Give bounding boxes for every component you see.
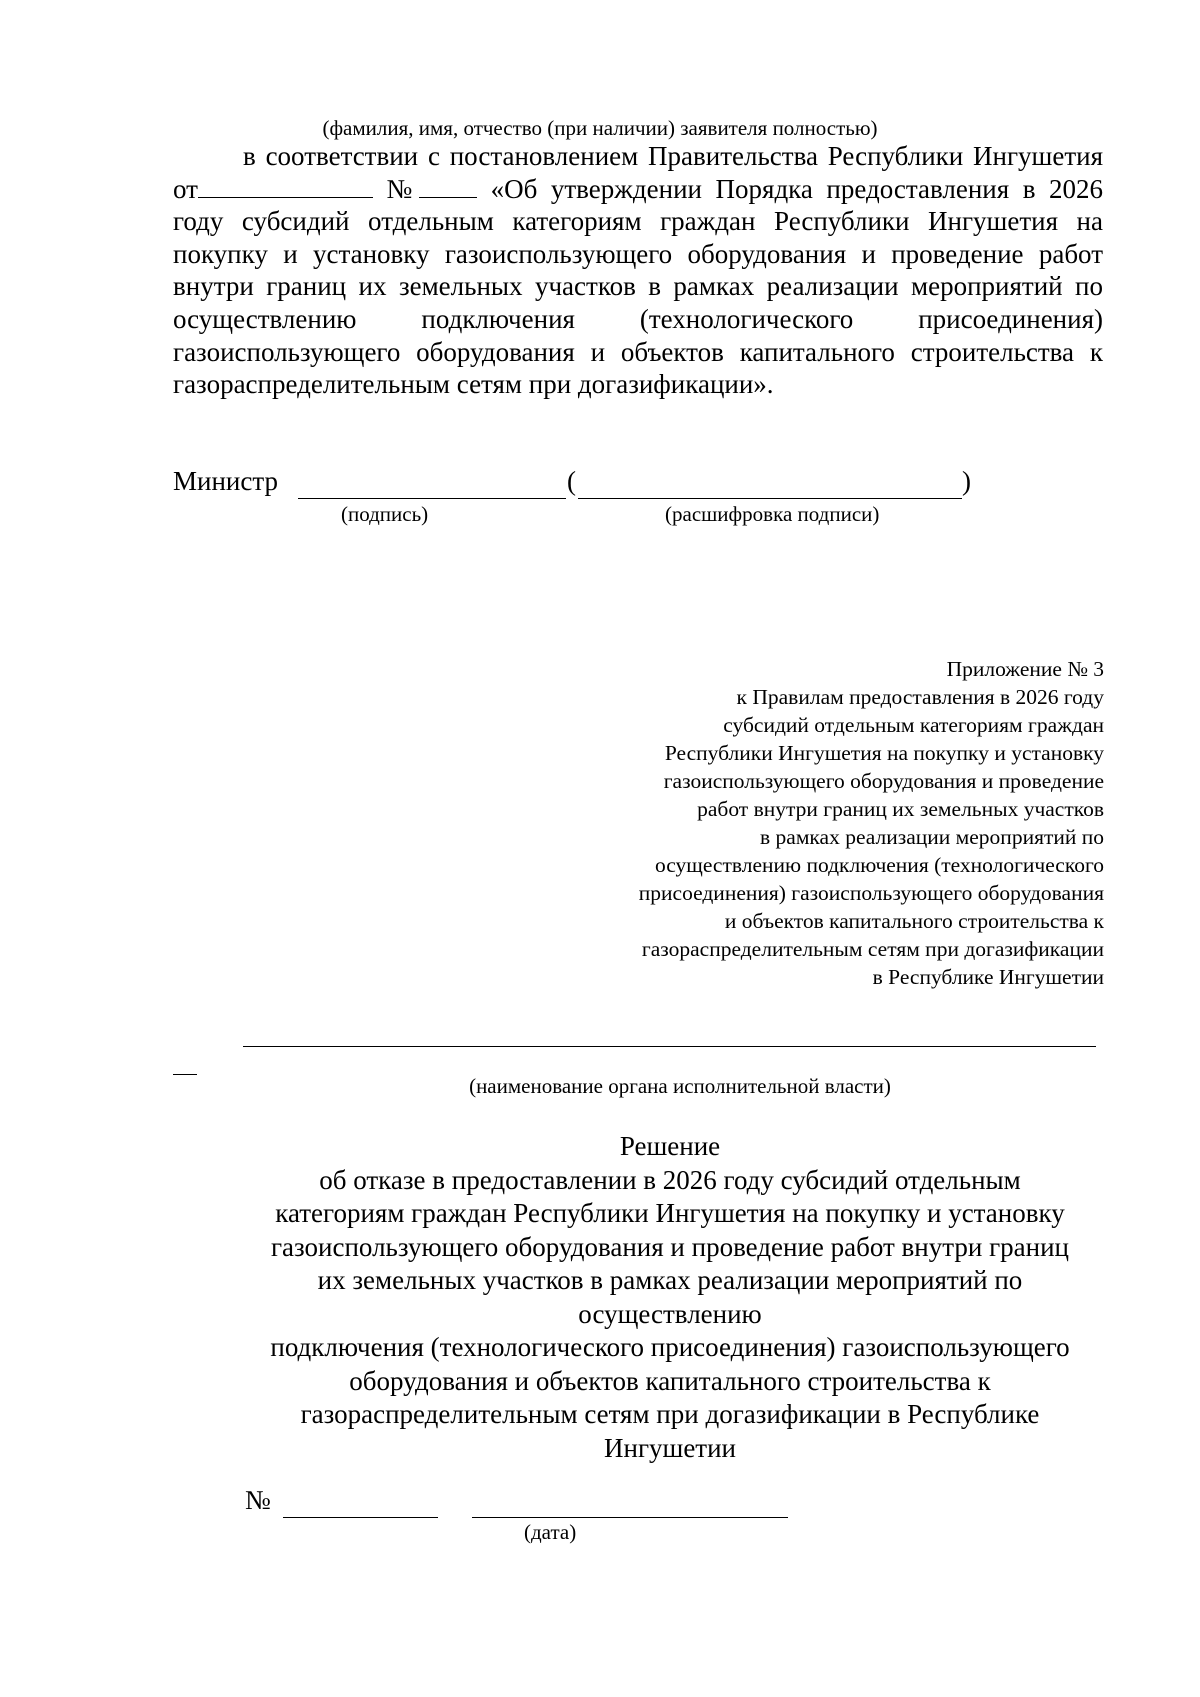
paragraph-text-part1: в соответствии с постановлением Правительства Республики Ингушетия от — [173, 141, 1103, 204]
decision-number-sign: № — [245, 1485, 271, 1515]
organ-name-caption: (наименование органа исполнительной власти) — [469, 1074, 891, 1098]
annex-line: осуществлению подключения (технологического — [655, 853, 1104, 877]
annex-line: субсидий отдельным категориям граждан — [723, 713, 1104, 737]
paragraph-text-part2: № — [372, 173, 420, 204]
organ-name-line — [243, 1046, 1096, 1047]
decision-heading: Решение — [619, 1131, 721, 1161]
signature-line — [298, 498, 566, 499]
annex-line: и объектов капитального строительства к — [724, 909, 1104, 933]
annex-header — [544, 655, 1104, 991]
decision-title-line: категориям граждан Республики Ингушетия на покупку и установку — [275, 1198, 1065, 1228]
date-caption: (дата) — [524, 1520, 577, 1544]
signature-caption: (подпись) — [341, 502, 429, 526]
decision-title-line: их земельных участков в рамках реализации мероприятий по — [317, 1265, 1023, 1295]
annex-line: в Республике Ингушетии — [872, 965, 1104, 989]
decision-title-line: осуществлению — [578, 1298, 762, 1329]
annex-line: работ внутри границ их земельных участков — [697, 797, 1104, 821]
annex-line: Приложение № 3 — [946, 657, 1104, 681]
decision-title-line: газоиспользующего оборудования и проведение работ внутри границ — [270, 1231, 1069, 1262]
open-paren: ( — [567, 466, 576, 496]
signature-decoding-line — [578, 498, 962, 499]
annex-line: газоиспользующего оборудования и проведение — [663, 769, 1104, 793]
annex-line: к Правилам предоставления в 2026 году — [736, 685, 1104, 709]
decision-number-line — [283, 1517, 438, 1518]
decision-title-line: об отказе в предоставлении в 2026 году субсидий отдельным — [319, 1164, 1021, 1195]
annex-line: газораспределительным сетям при догазификации — [641, 937, 1104, 961]
annex-line: присоединения) газоиспользующего оборудования — [638, 881, 1104, 905]
close-paren: ) — [962, 466, 971, 496]
minister-label: Министр — [173, 466, 278, 496]
decision-title-line: подключения (технологического присоединения) газоиспользующего — [270, 1332, 1070, 1362]
decision-title — [240, 1130, 1100, 1465]
decision-title-line: газораспределительным сетям при догазификации в Республике — [300, 1399, 1040, 1429]
annex-line: Республики Ингушетия на покупку и установку — [664, 741, 1104, 765]
decree-date-blank — [198, 173, 373, 198]
decision-date-line — [472, 1517, 788, 1518]
decree-reference-paragraph — [173, 140, 1103, 401]
decision-title-line: оборудования и объектов капитального строительства к — [349, 1365, 991, 1396]
decree-number-blank — [419, 173, 477, 198]
annex-line: в рамках реализации мероприятий по — [760, 825, 1104, 849]
paragraph-text-part3: «Об утверждении Порядка предоставления в 2026 году субсидий отдельным категориям граждан Республики Ингушетия на покупку и установку газоиспользующего оборудования и проведение работ внутри границ их земельных участков в рамках реализации мероприятий по осуществлению подключения (технологического присоединения) газоиспользующего оборудования и объектов капитального строительства к газораспределительным сетям при догазификации». — [173, 173, 1104, 400]
signature-decoding-caption: (расшифровка подписи) — [665, 502, 880, 526]
applicant-name-caption: (фамилия, имя, отчество (при наличии) заявителя полностью) — [322, 116, 878, 140]
decision-title-line: Ингушетии — [604, 1432, 736, 1463]
